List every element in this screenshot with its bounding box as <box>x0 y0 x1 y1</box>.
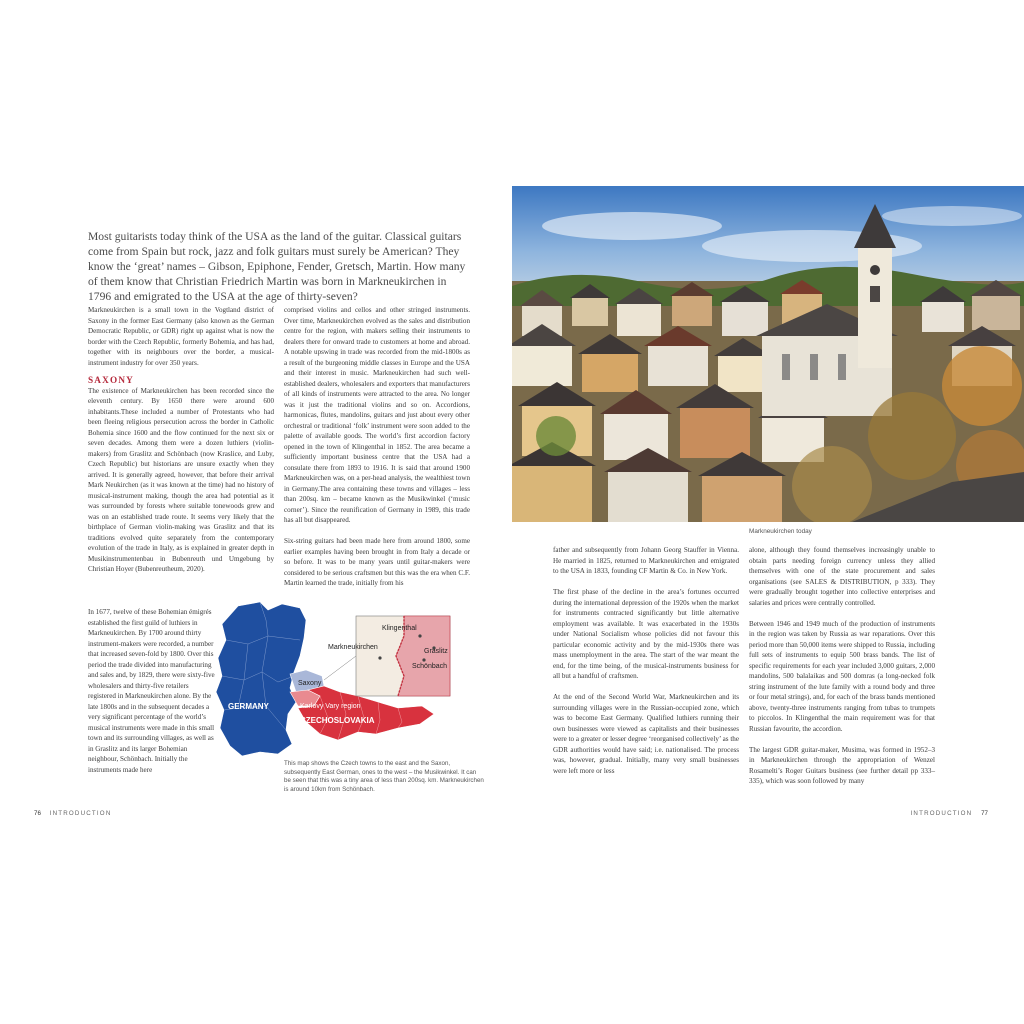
cloud <box>882 206 1022 226</box>
lead-paragraph: Most guitarists today think of the USA as the land of the guitar. Classical guitars come from Spain but rock, jazz and folk guitars must surely be American? They know the ‘great’ names – Gibson, Epiphone, Fender, Gretsch, Martin. How many of them know that Christian Friedrich Martin was born in Markneukirchen in 1796 and emigrated to the USA at the age of thirty-seven? <box>88 230 466 303</box>
col1-bottom-para: In 1677, twelve of these Bohemian émigrés established the first guild of luthiers in Markneukirchen. By 1700 around thirty instrument-makers were recorded, a number that increased seven-fold by 1800. Over this period the trade divided into manufacturing and sales and, by 1829, there were sixty-five wholesalers and thirty-five retailers registered in Markneukirchen alone. By the late 1800s and in the subsequent decades a very significant percentage of the world’s musical instruments were made in this small town and its surrounding villages, as well as in Graslitz and its larger Bohemian neighbour, Schönbach. Initially the instruments made here <box>88 608 215 774</box>
folio-left <box>34 810 112 817</box>
running-head-right: INTRODUCTION <box>910 810 973 817</box>
column-2 <box>284 305 470 589</box>
column-1-bottom <box>88 607 216 775</box>
col1-para-1: Markneukirchen is a small town in the Vogtland district of Saxony in the former East Germany (also known as the German Democratic Republic, or GDR) right up against what is now the border with the Czech Republic, formerly Bohemia, and has had, together with its neighbours over the border, a musical-instrument industry for over 350 years. <box>88 306 274 367</box>
label-graslitz: Graslitz <box>424 648 448 655</box>
markneukirchen-dot <box>378 656 381 659</box>
col4-para-3: The largest GDR guitar-maker, Musima, was formed in 1952–3 in Markneukirchen through the appropriation of Wenzel Rosamelti’s Roger Guitars business (see further detail pp 333–335), which was soon followed by many <box>749 745 935 785</box>
column-3 <box>553 545 739 776</box>
musikwinkel-map <box>208 596 488 758</box>
label-czechoslovakia: CZECHOSLOVAKIA <box>300 716 375 725</box>
label-germany: GERMANY <box>228 702 269 711</box>
cloud <box>542 212 722 240</box>
label-markneukirchen: Markneukirchen <box>328 644 378 651</box>
klingenthal-dot <box>418 634 421 637</box>
folio-right <box>911 810 989 817</box>
col2-para-2: Six-string guitars had been made here from around 1800, some earlier examples having been brought in from Italy a decade or so before. It was to be many years until guitar-makers were considered to be serious craftsmen but this was the era when C.F. Martin learned the trade, initially from his <box>284 537 470 587</box>
running-head-left: INTRODUCTION <box>49 810 112 817</box>
col3-para-1: father and subsequently from Johann Georg Stauffer in Vienna. He married in 1825, returned to Markneukirchen and emigrated to the USA in 1833, founding CF Martin & Co. in New York. <box>553 546 739 575</box>
markneukirchen-photo <box>512 186 1024 522</box>
col4-para-2: Between 1946 and 1949 much of the production of instruments in the region was taken by Russia as war reparations. Over this period more than 50,000 items were shipped to Russia, including full sets of instruments to equip 500 brass bands. The list of specific requirements for each year included 3,000 guitars, 2,000 mandolins, 500 balalaikas and 500 domras (a long-necked folk string instrument of the lute family with a round body and three or four metal strings), and, for each of the brass bands mentioned above, twenty-three instruments ranging from tubas to trumpets to piccolos. In Klingenthal the main requirement was for that Russian favourite, the accordion. <box>749 619 935 733</box>
section-heading-saxony: SAXONY <box>88 375 134 385</box>
page-number-left: 76 <box>34 810 41 817</box>
label-saxony: Saxony <box>298 680 322 687</box>
label-klingenthal: Klingenthal <box>382 625 417 632</box>
col2-para-1: comprised violins and cellos and other stringed instruments. Over time, Markneukirchen evolved as the sales and distribution centre for the region, with makers selling their instruments to dealers there for onward trade to customers at home and abroad. A notable upswing in trade was recorded from the mid-1800s as a result of the burgeoning middle classes in Europe and the USA and their interest in music. Markneukirchen had such well-established dealers, wholesalers and exporters that manufacturers of all kinds of instruments were attracted to the area. No longer was it just the traditional violins and so on. Accordions, harmonicas, flutes, mandolins, guitars and just about every other orchestral or traditional ‘folk’ instrument were soon added to the palette of available goods. The world’s first accordion factory opened in the town of Klingenthal in 1852. The area became a sufficiently important business centre that the USA had a consulate there from 1893 to 1916. It is said that around 1900 Markneukirchen was, on a per-head analysis, the wealthiest town in Germany.The area containing these towns and villages – less than 200sq. km – became known as the Musikwinkel (‘music corner’). Since the reunification of Germany in 1989, this trade has all but disappeared. <box>284 306 470 524</box>
photo-caption: Markneukirchen today <box>749 528 812 535</box>
col1-para-2: The existence of Markneukirchen has been recorded since the eleventh century. By 1650 there were around 600 inhabitants.These included a number of Protestants who had been fleeing religious persecution across the border in Catholic Bohemia since 1600 and the flow continued for the next six or seven decades. Among them were a dozen luthiers (violin-makers) from Graslitz and Schönbach (now Kraslice, and Luby, Czech Republic) but historians are unsure exactly when they arrived. It is generally agreed, however, that before their arrival Mark Neukirchen (as it was known at the time) had no history of musical-instrument making, though the area had potential as it was surrounded by forests where suitable tonewoods grew and was on an established trade route. It seems very likely that the birthplace of German violin-making was Graslitz and that its traditions evolved quite separately from the contemporary evolution of the trade in Italy, as is explained in greater depth in Musikinstrumentenbau in Bubenreuth und Umgebung by Christian Hoyer (Bubenreutheum, 2020). <box>88 386 274 573</box>
map-caption: This map shows the Czech towns to the east and the Saxon, subsequently East German, ones to the west – the Musikwinkel. It can be seen that this was a tiny area of less than 200sq. km. Markneukirchen is around 10km from Schönbach. <box>284 760 484 793</box>
column-1 <box>88 305 274 575</box>
label-schonbach: Schönbach <box>412 663 448 670</box>
page-number-right: 77 <box>981 810 988 817</box>
schonbach-dot <box>422 658 425 661</box>
col3-para-2: The first phase of the decline in the area’s fortunes occurred during the international depression of the 1920s when the market for instruments contracted significantly but little alternative employment was available. It was exacerbated in the 1930s under National Socialism whose policies did not favour this particular economic activity and by the mid-1930s there was mass unemployment in the area. The start of the war meant the end, for the time being, of the musical-instruments business for all but a handful of craftsmen. <box>553 588 739 680</box>
column-4 <box>749 545 935 787</box>
label-karlovy-vary: Karlovy Vary region <box>300 703 361 710</box>
col4-para-1: alone, although they found themselves increasingly unable to obtain parts needing foreign currency unless they allied themselves with one of the state procurement and sales organisations (see SALES & DISTRIBUTION, p 333). They were gradually brought together into collective enterprises and salaries and prices were centrally controlled. <box>749 546 935 607</box>
col3-para-3: At the end of the Second World War, Markneukirchen and its surrounding villages were in the Russian-occupied zone, which was to become East Germany. Qualified luthiers running their own businesses were viewed as capitalists and their businesses were to a greater or lesser degree ‘reorganised collectively’ as the GDR authorities would have said; i.e. nationalised. The process was, however, gradual. Initially, many very small businesses were left more or less <box>553 693 739 775</box>
inset-pointer <box>324 656 356 680</box>
